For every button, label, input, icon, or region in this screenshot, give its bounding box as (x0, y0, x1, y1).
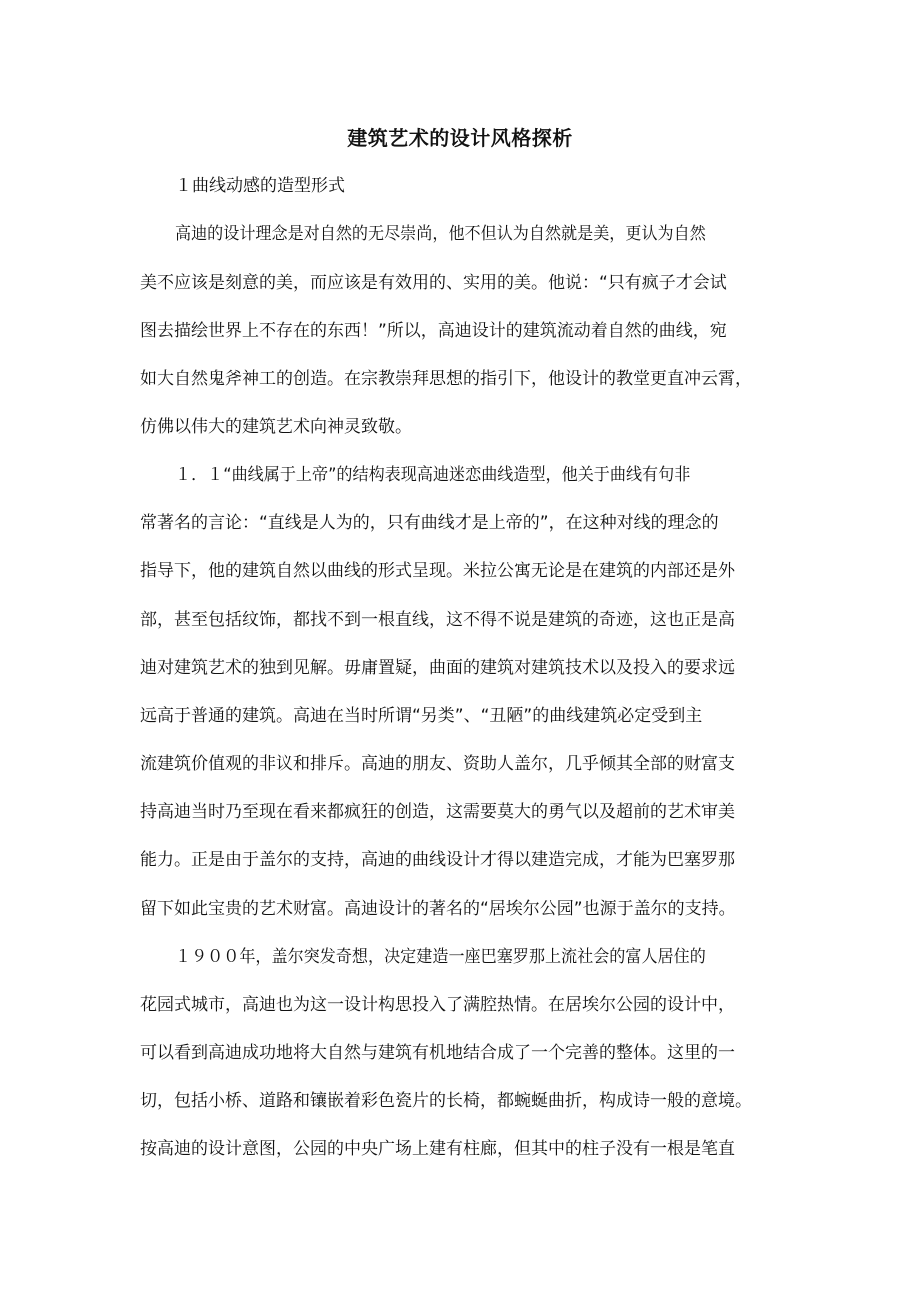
text-line: 美不应该是刻意的美，而应该是有效用的、实用的美。他说：“只有疯子才会试 (140, 273, 727, 293)
text-line: 指导下，他的建筑自然以曲线的形式呈现。米拉公寓无论是在建筑的内部还是外 (140, 561, 735, 581)
document-title: 建筑艺术的设计风格探析 (347, 126, 573, 150)
text-line: 持高迪当时乃至现在看来都疯狂的创造，这需要莫大的勇气以及超前的艺术审美 (140, 802, 735, 822)
text-line: 高迪的设计理念是对自然的无尽崇尚，他不但认为自然就是美，更认为自然 (175, 224, 706, 244)
text-line: 切，包括小桥、道路和镶嵌着彩色瓷片的长椅，都蜿蜒曲折，构成诗一般的意境。 (140, 1091, 752, 1111)
text-line: 可以看到高迪成功地将大自然与建筑有机地结合成了一个完善的整体。这里的一 (140, 1043, 735, 1063)
text-line: 流建筑价值观的非议和排斥。高迪的朋友、资助人盖尔，几乎倾其全部的财富支 (140, 754, 735, 774)
text-line: 迪对建筑艺术的独到见解。毋庸置疑，曲面的建筑对建筑技术以及投入的要求远 (140, 658, 735, 678)
text-line: 图去描绘世界上不存在的东西！”所以，高迪设计的建筑流动着自然的曲线，宛 (140, 321, 727, 341)
text-line: 能力。正是由于盖尔的支持，高迪的曲线设计才得以建造完成，才能为巴塞罗那 (140, 850, 735, 870)
text-line: 部，甚至包括纹饰，都找不到一根直线，这不得不说是建筑的奇迹，这也正是高 (140, 610, 735, 630)
text-line: １９００年，盖尔突发奇想，决定建造一座巴塞罗那上流社会的富人居住的 (175, 947, 706, 967)
text-line: 如大自然鬼斧神工的创造。在宗教崇拜思想的指引下，他设计的教堂更直冲云霄， (140, 369, 752, 389)
text-line: 花园式城市，高迪也为这一设计构思投入了满腔热情。在居埃尔公园的设计中， (140, 995, 735, 1015)
text-line: 远高于普通的建筑。高迪在当时所谓“另类”、“丑陋”的曲线建筑必定受到主 (140, 706, 703, 726)
text-line: 留下如此宝贵的艺术财富。高迪设计的著名的“居埃尔公园”也源于盖尔的支持。 (140, 899, 736, 919)
text-line: 常著名的言论：“直线是人为的，只有曲线才是上帝的”，在这种对线的理念的 (140, 513, 719, 533)
section-heading: １曲线动感的造型形式 (175, 176, 345, 196)
text-line: 仿佛以伟大的建筑艺术向神灵致敬。 (140, 417, 412, 437)
text-line: 按高迪的设计意图，公园的中央广场上建有柱廊，但其中的柱子没有一根是笔直 (140, 1139, 735, 1159)
text-line: １．１“曲线属于上帝”的结构表现高迪迷恋曲线造型，他关于曲线有句非 (175, 465, 691, 485)
